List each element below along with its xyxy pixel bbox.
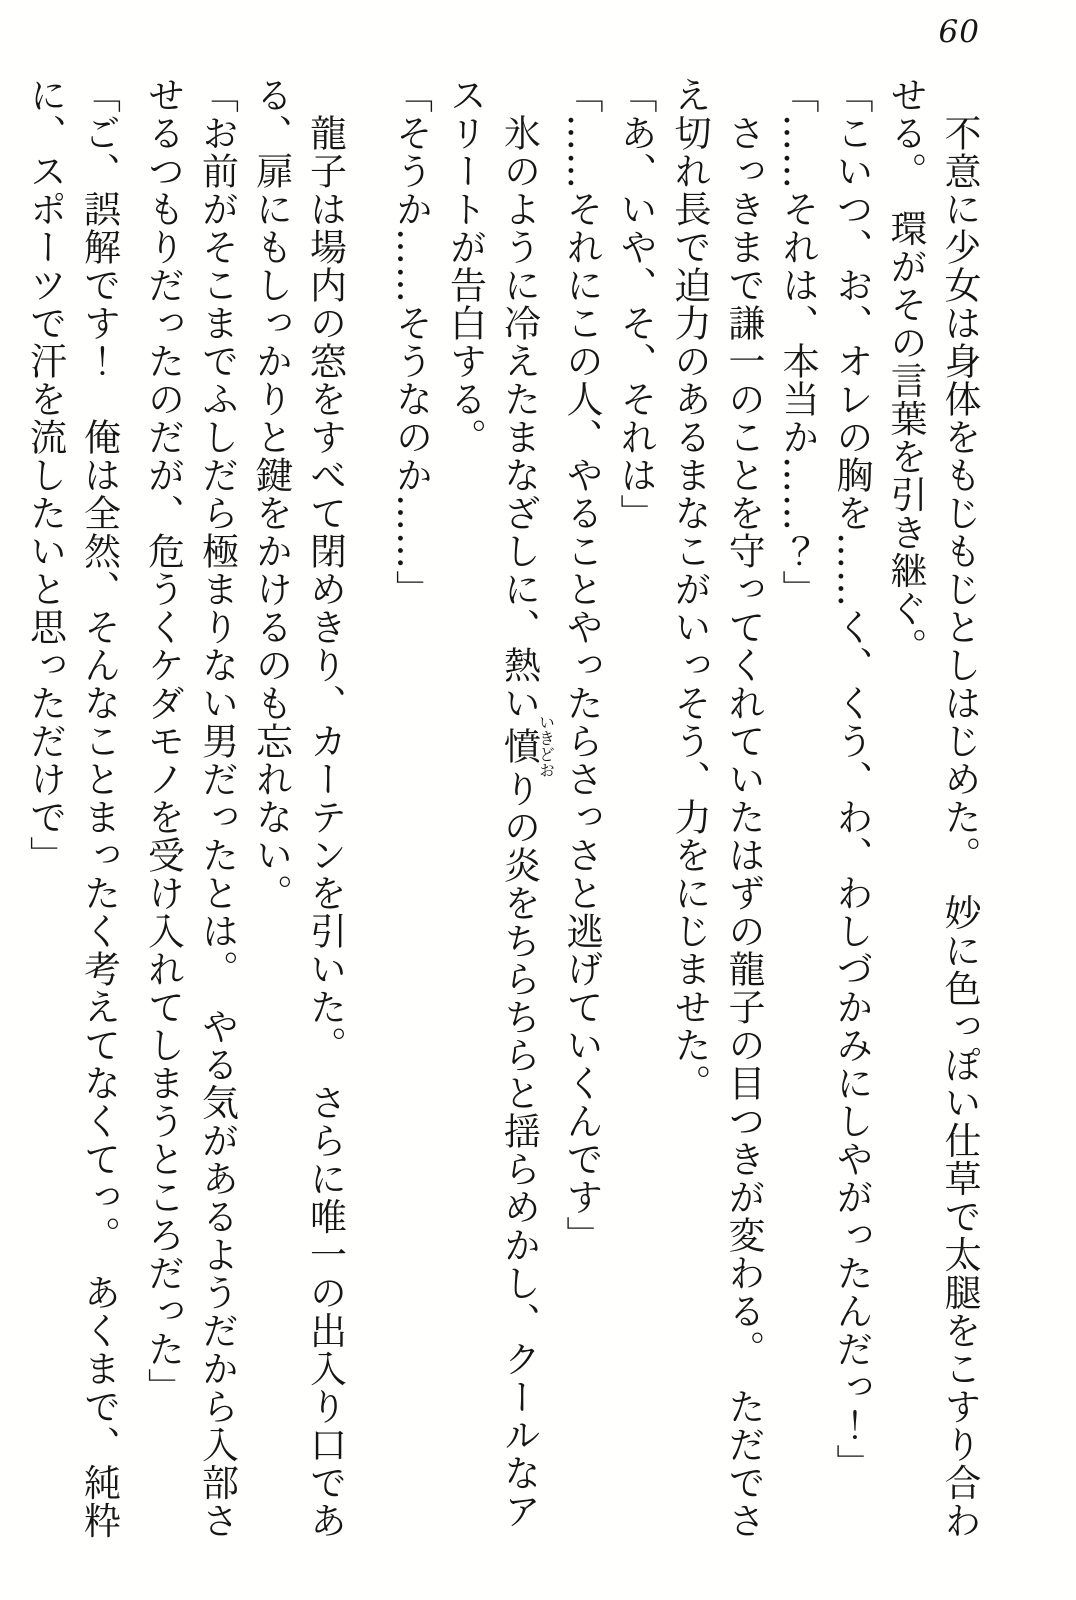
text-column-13: る、扉にもしっかりと鍵をかけるのも忘れない。 (249, 76, 293, 912)
text-before-ruby: 氷のように冷えたまなざしに、熱い (497, 76, 541, 722)
page-number: 60 (938, 14, 980, 50)
text-column-10: スリートが告白する。 (443, 76, 487, 456)
text-column-7: 「あ、いや、そ、それは」 (614, 76, 657, 532)
text-column-11: 「そうか……そうなのか……」 (389, 76, 433, 608)
text-after-ruby: りの炎をちらちらと揺らめかし、クールなア (497, 770, 541, 1530)
text-column-8: 「……それにこの人、やることやったらさっさと逃げていくんです」 (560, 76, 603, 1254)
text-column-14: 「お前がそこまでふしだら極まりない男だったとは。 やる気があるようだから入部さ (195, 76, 239, 1540)
text-column-15: せるつもりだったのだが、危うくケダモノを受け入れてしまうところだった」 (141, 76, 185, 1406)
text-column-2: せる。 環がその言葉を引き継ぐ。 (884, 76, 927, 666)
text-column-1: 不意に少女は身体をもじもじとしはじめた。 妙に色っぽい仕草で太腿をこすり合わ (938, 76, 981, 1540)
text-column-17: に、スポーツで汗を流したいと思っただけで」 (23, 76, 67, 874)
text-column-12: 龍子は場内の窓をすべて閉めきり、カーテンを引いた。 さらに唯一の出入り口であ (303, 76, 347, 1540)
text-column-9 (492, 76, 555, 1560)
ruby-text: いきどお (536, 714, 556, 778)
text-column-6: え切れ長で迫力のあるまなこがいっそう、力をにじませた。 (668, 76, 711, 1102)
text-column-4: 「……それは、本当か……？」 (776, 76, 819, 608)
ruby-base: 憤 (497, 714, 541, 778)
text-column-16: 「ご、誤解です！ 俺は全然、そんなことまったく考えてなくてっ。 あくまで、純粋 (77, 76, 121, 1540)
text-block (18, 76, 987, 1560)
text-column-5: さっきまで謙一のことを守ってくれていたはずの龍子の目つきが変わる。 ただでさ (722, 76, 765, 1540)
text-column-3: 「こいつ、お、オレの胸を……く、くう、わ、わしづかみにしやがったんだっ！」 (830, 76, 873, 1482)
ruby-annotation (497, 714, 556, 778)
